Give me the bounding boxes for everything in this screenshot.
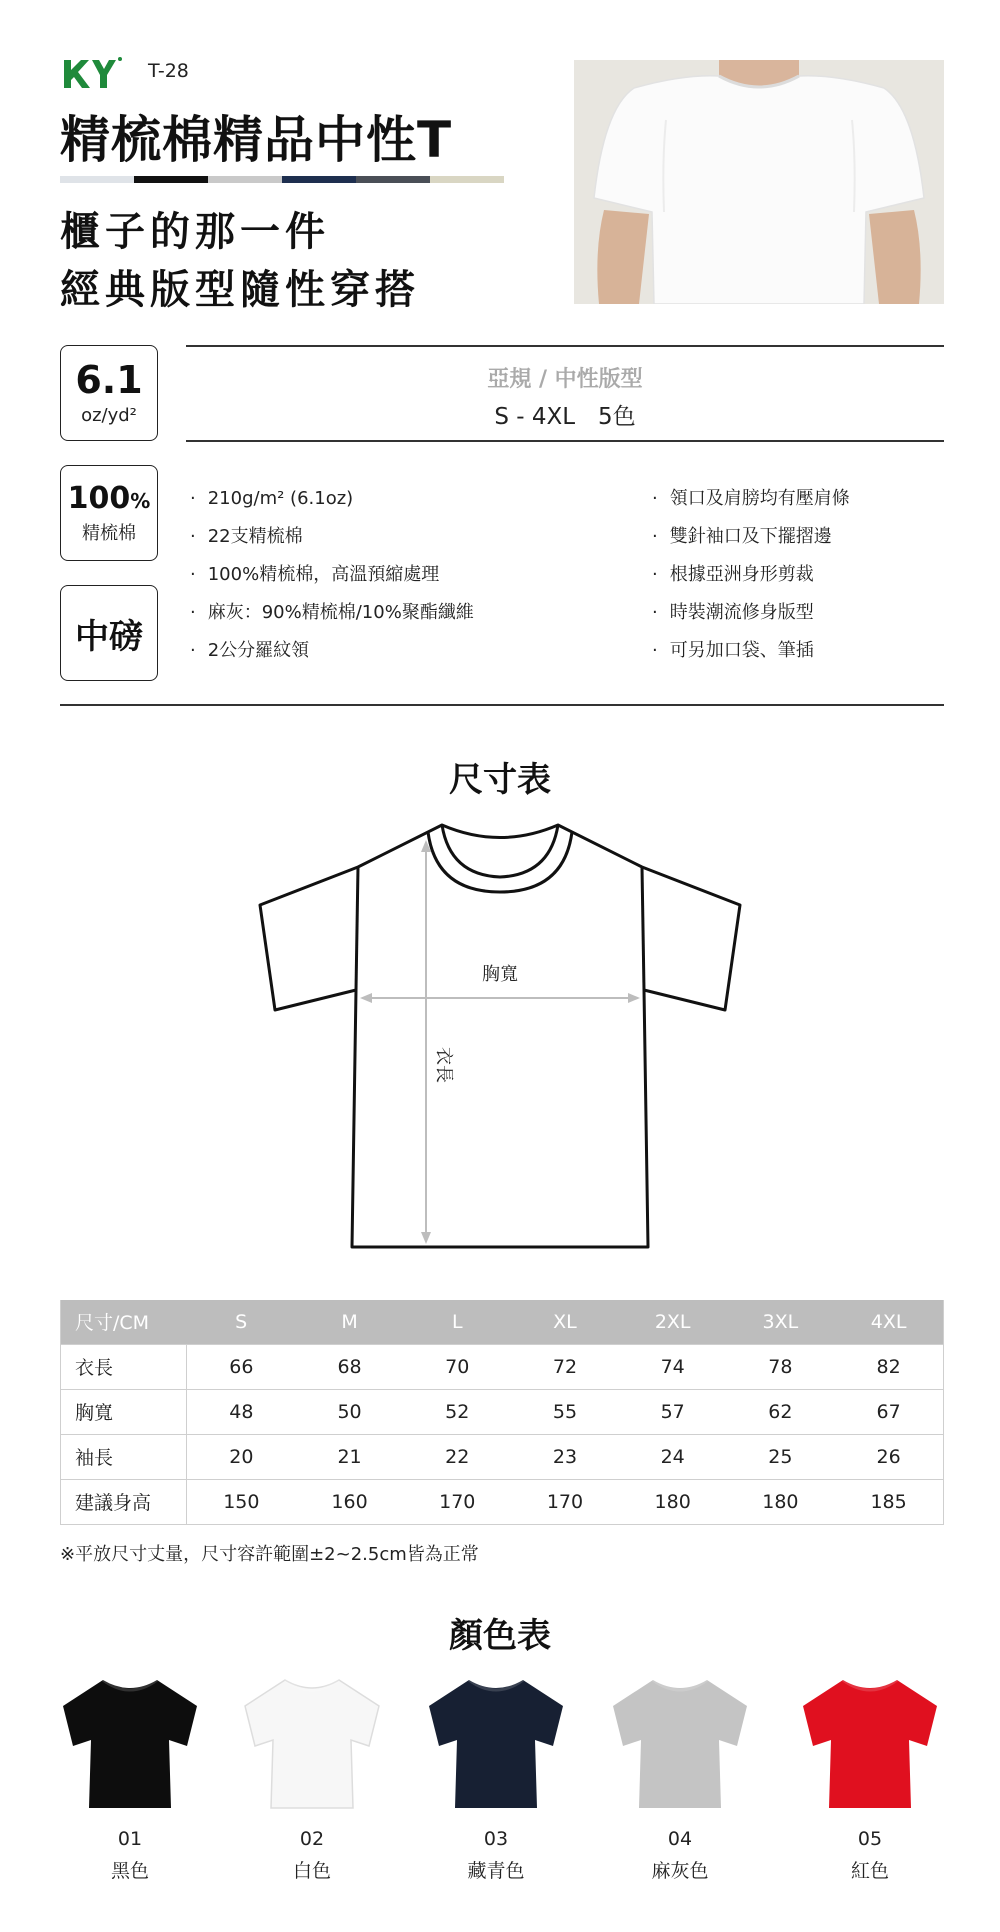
table-cell: 50 [296,1389,404,1434]
color-number: 05 [857,1828,883,1850]
table-header-row [61,1300,944,1344]
row-label: 袖長 [61,1434,187,1479]
feature-item: · 可另加口袋、筆插 [652,632,850,670]
row-label: 建議身高 [61,1479,187,1524]
size-table [60,1300,944,1525]
header-cell: S [187,1300,296,1344]
color-name: 紅色 [850,1860,889,1882]
color-swatch[interactable] [50,1668,210,1883]
color-swatch[interactable] [232,1668,392,1883]
cotton-label: 精梳棉 [82,522,136,544]
table-cell: 25 [727,1434,835,1479]
table-cell: 180 [727,1479,835,1524]
cotton-value: 100 [67,480,131,516]
table-cell: 22 [403,1434,511,1479]
color-name: 黑色 [110,1860,149,1882]
tshirt-swatch-icon [421,1668,571,1818]
color-name: 白色 [292,1860,331,1882]
subtitle-line-2: 經典版型隨性穿搭 [60,267,420,313]
row-label: 胸寬 [61,1389,187,1434]
stripe-segment [282,176,356,183]
feature-list-left [190,480,474,670]
table-cell: 26 [834,1434,943,1479]
size-range: S - 4XL 5色 [494,404,636,430]
tshirt-swatch-icon [795,1668,945,1818]
tshirt-diagram [250,820,750,1270]
weight-spec-box [60,345,158,441]
table-cell: 55 [511,1389,619,1434]
color-name: 麻灰色 [651,1860,709,1882]
color-number: 01 [117,1828,143,1850]
thickness-label: 中磅 [75,616,143,657]
color-swatch[interactable] [416,1668,576,1883]
table-cell: 74 [619,1344,727,1389]
color-swatch[interactable] [600,1668,760,1883]
table-cell: 21 [296,1434,404,1479]
table-cell: 160 [296,1479,404,1524]
header-cell: 4XL [834,1300,943,1344]
table-cell: 72 [511,1344,619,1389]
table-cell: 180 [619,1479,727,1524]
tshirt-swatch-icon [55,1668,205,1818]
color-swatch[interactable] [790,1668,950,1883]
table-cell: 170 [403,1479,511,1524]
divider-mid [186,440,944,442]
header-cell: 3XL [727,1300,835,1344]
table-cell: 150 [187,1479,296,1524]
table-cell: 23 [511,1434,619,1479]
table-row [61,1389,944,1434]
feature-item: · 領口及肩膀均有壓肩條 [652,480,850,518]
feature-item: · 2公分羅紋領 [190,632,474,670]
feature-item: · 根據亞洲身形剪裁 [652,556,850,594]
tshirt-swatch-icon [237,1668,387,1818]
model-number: T-28 [148,60,189,82]
feature-item: · 22支精梳棉 [190,518,474,556]
weight-value: 6.1 [75,357,143,402]
weight-unit: oz/yd² [81,405,137,427]
color-name: 藏青色 [467,1860,525,1882]
table-cell: 52 [403,1389,511,1434]
divider-bottom [60,704,944,706]
model-photo [574,60,944,304]
feature-item: · 100%精梳棉，高溫預縮處理 [190,556,474,594]
table-row [61,1344,944,1389]
table-cell: 82 [834,1344,943,1389]
color-number: 02 [299,1828,325,1850]
table-cell: 62 [727,1389,835,1434]
table-cell: 66 [187,1344,296,1389]
table-row [61,1434,944,1479]
brand-logo [62,56,126,90]
table-cell: 170 [511,1479,619,1524]
feature-item: · 時裝潮流修身版型 [652,594,850,632]
cotton-spec-box [60,465,158,561]
chest-label: 胸寬 [482,964,518,985]
table-cell: 185 [834,1479,943,1524]
header-cell: M [296,1300,404,1344]
header-cell: XL [511,1300,619,1344]
feature-item: · 雙針袖口及下擺摺邊 [652,518,850,556]
divider-top [186,345,944,347]
stripe-segment [430,176,504,183]
color-number: 04 [667,1828,693,1850]
length-label: 衣長 [433,1047,454,1083]
feature-list-right [652,480,850,670]
table-cell: 48 [187,1389,296,1434]
tshirt-swatch-icon [605,1668,755,1818]
header-cell: L [403,1300,511,1344]
percent-sign: % [130,488,151,513]
stripe-segment [60,176,134,183]
table-cell: 67 [834,1389,943,1434]
table-cell: 20 [187,1434,296,1479]
thickness-spec-box [60,585,158,681]
color-chart-title: 顏色表 [449,1616,551,1656]
table-cell: 24 [619,1434,727,1479]
size-chart-title: 尺寸表 [449,760,551,800]
subtitle-line-1: 櫃子的那一件 [60,209,330,255]
stripe-segment [134,176,208,183]
product-title: 精梳棉精品中性T [60,111,453,169]
fit-label: 亞規 / 中性版型 [487,367,643,392]
header-cell: 2XL [619,1300,727,1344]
table-cell: 68 [296,1344,404,1389]
color-number: 03 [483,1828,509,1850]
feature-item: · 210g/m² (6.1oz) [190,480,474,518]
feature-item: · 麻灰：90%精梳棉/10%聚酯纖維 [190,594,474,632]
table-cell: 57 [619,1389,727,1434]
cotton-percent-value [68,482,151,515]
table-cell: 78 [727,1344,835,1389]
table-row [61,1479,944,1524]
stripe-segment [356,176,430,183]
table-cell: 70 [403,1344,511,1389]
size-note: ※平放尺寸丈量，尺寸容許範圍±2~2.5cm皆為正常 [60,1544,479,1565]
header-cell: 尺寸/CM [61,1300,187,1344]
row-label: 衣長 [61,1344,187,1389]
color-stripe [60,176,504,183]
stripe-segment [208,176,282,183]
